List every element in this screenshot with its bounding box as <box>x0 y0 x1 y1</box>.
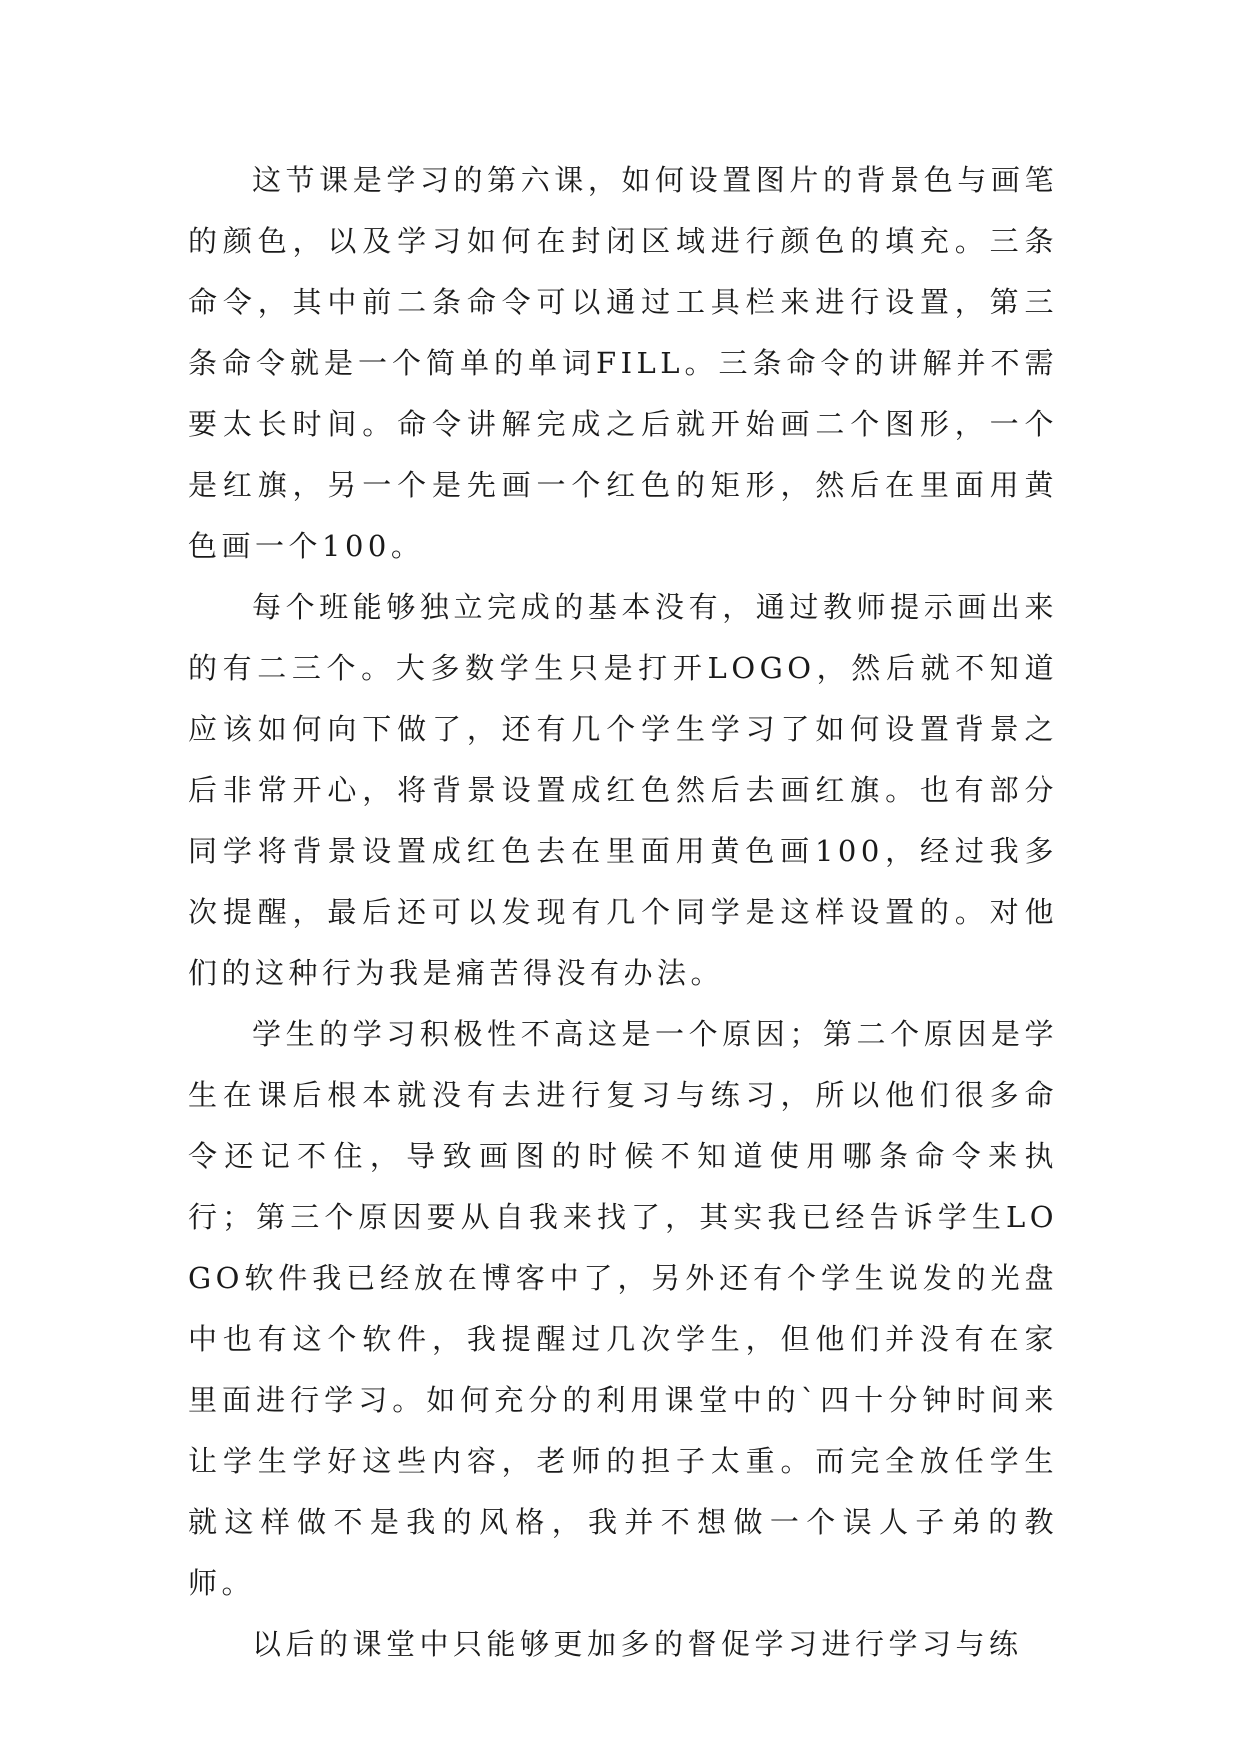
paragraph-2: 每个班能够独立完成的基本没有，通过教师提示画出来的有二三个。大多数学生只是打开LOGO，然后就不知道应该如何向下做了，还有几个学生学习了如何设置背景之后非常开心，将背景设置成红色然后去画红旗。也有部分同学将背景设置成红色去在里面用黄色画100，经过我多次提醒，最后还可以发现有几个同学是这样设置的。对他们的这种行为我是痛苦得没有办法。 <box>188 590 1058 990</box>
paragraph-4: 以后的课堂中只能够更加多的督促学习进行学习与练 <box>252 1627 1023 1661</box>
document-body <box>188 150 1058 1675</box>
paragraph-3: 学生的学习积极性不高这是一个原因；第二个原因是学生在课后根本就没有去进行复习与练习，所以他们很多命令还记不住，导致画图的时候不知道使用哪条命令来执行；第三个原因要从自我来找了，其实我已经告诉学生LOGO软件我已经放在博客中了，另外还有个学生说发的光盘中也有这个软件，我提醒过几次学生，但他们并没有在家里面进行学习。如何充分的利用课堂中的`四十分钟时间来让学生学好这些内容，老师的担子太重。而完全放任学生就这样做不是我的风格，我并不想做一个误人子弟的教师。 <box>188 1017 1058 1600</box>
paragraph-1: 这节课是学习的第六课，如何设置图片的背景色与画笔的颜色，以及学习如何在封闭区域进行颜色的填充。三条命令，其中前二条命令可以通过工具栏来进行设置，第三条命令就是一个简单的单词FILL。三条命令的讲解并不需要太长时间。命令讲解完成之后就开始画二个图形，一个是红旗，另一个是先画一个红色的矩形，然后在里面用黄色画一个100。 <box>188 163 1058 563</box>
